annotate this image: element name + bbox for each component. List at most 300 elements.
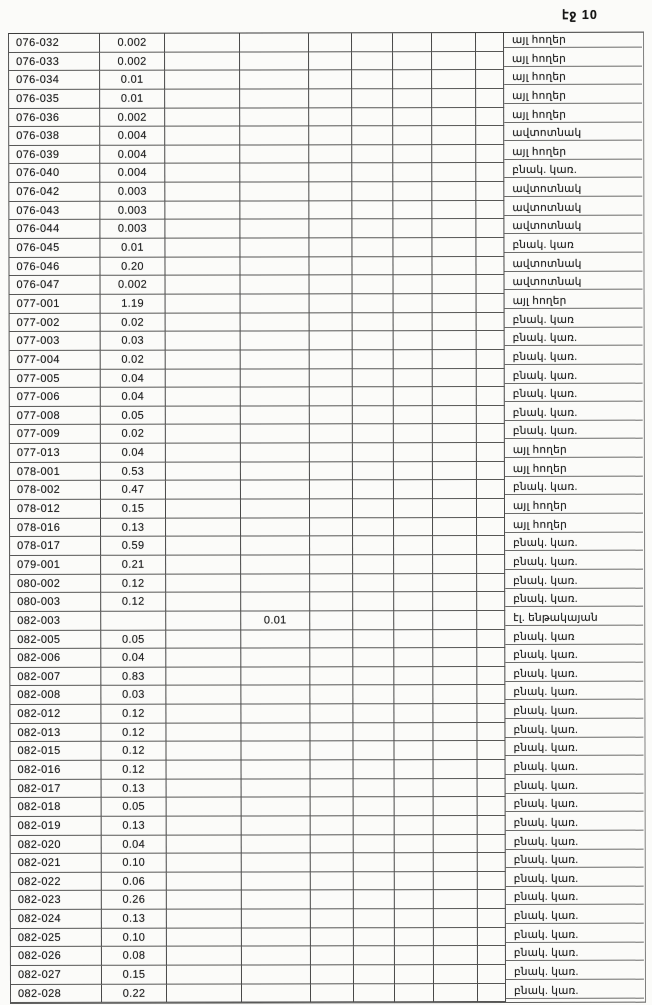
cell-secondary-area xyxy=(241,630,310,649)
cell-blank-6 xyxy=(477,667,505,686)
cell-blank-1 xyxy=(165,71,240,90)
cell-area-value: 0.003 xyxy=(100,220,165,239)
cell-blank-1 xyxy=(166,500,241,519)
cell-area-value: 0.20 xyxy=(100,257,165,276)
cell-blank-6 xyxy=(477,462,505,481)
cell-parcel-id: 076-036 xyxy=(9,108,100,127)
cell-blank-4 xyxy=(395,891,434,910)
land-use-label: այլ հողեր xyxy=(512,52,567,65)
cell-blank-5 xyxy=(432,89,476,108)
cell-parcel-id: 076-033 xyxy=(9,52,100,71)
table-row xyxy=(10,536,644,556)
cell-blank-4 xyxy=(394,275,433,294)
cell-area-value: 0.01 xyxy=(100,71,165,90)
cell-blank-6 xyxy=(478,797,506,816)
land-use-label: այլ հողեր xyxy=(513,518,567,531)
cell-blank-4 xyxy=(393,108,432,127)
land-use-label: ավտոտնակ xyxy=(512,276,582,289)
cell-secondary-area xyxy=(241,742,310,761)
cell-blank-5 xyxy=(432,52,476,71)
land-use-label: ավտոտնակ xyxy=(512,201,582,214)
cell-blank-1 xyxy=(166,462,241,481)
cell-land-use xyxy=(505,536,643,555)
cell-parcel-id: 076-044 xyxy=(9,220,100,239)
cell-blank-4 xyxy=(393,70,432,89)
cell-blank-3 xyxy=(353,313,394,332)
cell-blank-4 xyxy=(395,872,434,891)
cell-blank-1 xyxy=(166,742,241,761)
cell-blank-3 xyxy=(353,592,394,611)
cell-parcel-id: 082-006 xyxy=(10,649,101,668)
cell-blank-6 xyxy=(478,779,506,798)
cell-blank-4 xyxy=(395,835,434,854)
land-use-label: ավտոտնակ xyxy=(512,257,582,270)
cell-blank-5 xyxy=(433,741,477,760)
cell-secondary-area xyxy=(241,332,310,351)
cell-land-use xyxy=(504,107,642,126)
cell-blank-1 xyxy=(165,108,240,127)
cell-blank-4 xyxy=(394,536,433,555)
table-row xyxy=(10,387,644,407)
cell-secondary-area xyxy=(240,201,309,220)
cell-blank-5 xyxy=(433,369,477,388)
cell-blank-3 xyxy=(352,108,393,127)
cell-parcel-id: 082-013 xyxy=(10,724,101,743)
cell-blank-4 xyxy=(394,480,433,499)
cell-blank-1 xyxy=(166,593,241,612)
cell-blank-2 xyxy=(310,537,353,556)
cell-blank-1 xyxy=(166,555,241,574)
cell-blank-3 xyxy=(353,387,394,406)
cell-blank-6 xyxy=(477,592,505,611)
land-use-label: բնակ. կառ. xyxy=(513,965,579,978)
cell-blank-2 xyxy=(309,257,352,276)
cell-blank-2 xyxy=(310,406,353,425)
land-use-label: այլ հողեր xyxy=(512,33,566,46)
table-row xyxy=(11,890,645,910)
cell-blank-6 xyxy=(476,108,504,127)
cell-secondary-area xyxy=(241,499,310,518)
cell-blank-3 xyxy=(353,611,394,630)
cell-blank-3 xyxy=(354,760,395,779)
cell-blank-2 xyxy=(310,555,353,574)
cell-secondary-area xyxy=(240,89,309,108)
cell-blank-1 xyxy=(166,369,241,388)
land-use-label: այլ հողեր xyxy=(512,145,567,158)
cell-parcel-id: 082-023 xyxy=(11,891,102,910)
cell-blank-6 xyxy=(478,853,506,872)
cell-blank-6 xyxy=(478,984,506,1003)
cell-area-value: 0.12 xyxy=(101,742,166,761)
cell-parcel-id: 077-006 xyxy=(10,388,101,407)
cell-blank-3 xyxy=(353,630,394,649)
cell-blank-1 xyxy=(166,406,241,425)
cell-blank-1 xyxy=(165,239,240,258)
cell-blank-5 xyxy=(432,33,476,52)
cell-blank-2 xyxy=(309,108,352,127)
cell-blank-5 xyxy=(433,704,477,723)
cell-blank-4 xyxy=(393,220,432,239)
cell-blank-6 xyxy=(476,182,504,201)
cell-blank-6 xyxy=(477,443,505,462)
table-row xyxy=(9,200,643,220)
cell-parcel-id: 079-001 xyxy=(10,556,101,575)
land-use-label: բնակ. կառ. xyxy=(513,835,579,848)
land-use-label: այլ հողեր xyxy=(512,89,567,102)
cell-blank-4 xyxy=(395,984,434,1003)
cell-blank-6 xyxy=(478,946,506,965)
cell-area-value: 0.003 xyxy=(100,183,165,202)
table-row xyxy=(10,648,644,668)
cell-blank-6 xyxy=(477,406,505,425)
cell-blank-5 xyxy=(433,667,477,686)
cell-blank-3 xyxy=(353,481,394,500)
table-row xyxy=(10,722,644,742)
cell-parcel-id: 082-020 xyxy=(11,835,102,854)
cell-blank-4 xyxy=(394,741,433,760)
cell-secondary-area xyxy=(241,649,310,668)
cell-parcel-id: 082-018 xyxy=(11,798,102,817)
cell-blank-1 xyxy=(166,350,241,369)
cell-parcel-id: 082-017 xyxy=(11,779,102,798)
table-row xyxy=(10,592,644,612)
cell-blank-2 xyxy=(310,742,353,761)
cell-blank-1 xyxy=(167,891,242,910)
cell-blank-5 xyxy=(433,574,477,593)
cell-blank-3 xyxy=(353,369,394,388)
cell-blank-3 xyxy=(354,779,395,798)
table-row xyxy=(10,573,644,593)
land-use-label: բնակ. կառ. xyxy=(513,686,579,699)
cell-area-value: 0.01 xyxy=(100,239,165,258)
cell-blank-6 xyxy=(476,70,504,89)
cell-blank-4 xyxy=(394,406,433,425)
cell-land-use xyxy=(506,946,644,965)
cell-blank-2 xyxy=(311,779,354,798)
cell-blank-3 xyxy=(352,201,393,220)
cell-secondary-area xyxy=(241,462,310,481)
cell-area-value: 0.01 xyxy=(100,90,165,109)
cell-blank-4 xyxy=(395,760,434,779)
cell-area-value: 0.02 xyxy=(101,425,166,444)
land-use-label: բնակ. կառ. xyxy=(513,891,579,904)
cell-parcel-id: 076-045 xyxy=(9,239,100,258)
cell-blank-3 xyxy=(354,965,395,984)
cell-blank-5 xyxy=(433,350,477,369)
land-use-label: բնակ. կառ. xyxy=(512,350,578,363)
cell-blank-1 xyxy=(167,910,242,929)
cell-land-use xyxy=(506,965,644,984)
cell-blank-6 xyxy=(477,331,505,350)
cell-blank-4 xyxy=(394,574,433,593)
cell-blank-1 xyxy=(166,444,241,463)
cell-blank-2 xyxy=(310,667,353,686)
cell-blank-3 xyxy=(354,984,395,1003)
cell-land-use xyxy=(506,853,644,872)
cell-area-value: 0.04 xyxy=(101,369,166,388)
cell-parcel-id: 077-001 xyxy=(10,295,101,314)
cell-blank-1 xyxy=(166,723,241,742)
cell-blank-5 xyxy=(433,648,477,667)
cell-area-value: 0.83 xyxy=(101,667,166,686)
cell-parcel-id: 078-012 xyxy=(10,500,101,519)
cell-blank-6 xyxy=(477,536,505,555)
cell-blank-3 xyxy=(353,518,394,537)
cell-blank-6 xyxy=(477,648,505,667)
cell-parcel-id: 078-002 xyxy=(10,481,101,500)
cell-blank-5 xyxy=(434,928,478,947)
cell-blank-5 xyxy=(432,182,476,201)
table-row xyxy=(10,405,644,425)
cell-blank-2 xyxy=(310,332,353,351)
cell-land-use xyxy=(506,816,644,835)
cell-secondary-area xyxy=(240,108,309,127)
cell-blank-6 xyxy=(478,890,506,909)
cell-blank-2 xyxy=(310,686,353,705)
cell-blank-1 xyxy=(166,667,241,686)
cell-parcel-id: 077-002 xyxy=(10,313,101,332)
land-use-label: բնակ. կառ xyxy=(512,238,574,251)
cell-blank-3 xyxy=(354,909,395,928)
cell-blank-3 xyxy=(354,947,395,966)
cell-secondary-area xyxy=(240,127,309,146)
land-use-label: բնակ. կառ. xyxy=(513,574,578,587)
cell-blank-3 xyxy=(353,742,394,761)
cell-parcel-id: 076-039 xyxy=(9,146,100,165)
cell-blank-1 xyxy=(166,611,241,630)
cell-blank-5 xyxy=(434,760,478,779)
cell-blank-1 xyxy=(166,630,241,649)
cell-blank-4 xyxy=(395,779,434,798)
cell-blank-3 xyxy=(353,443,394,462)
cell-land-use xyxy=(505,461,643,480)
cell-secondary-area xyxy=(241,481,310,500)
cell-blank-5 xyxy=(433,294,477,313)
table-row xyxy=(10,480,644,500)
cell-blank-5 xyxy=(433,536,477,555)
cell-blank-2 xyxy=(311,984,354,1003)
cell-blank-6 xyxy=(476,238,504,257)
cell-parcel-id: 076-038 xyxy=(9,127,100,146)
cell-blank-6 xyxy=(478,760,506,779)
cell-blank-6 xyxy=(477,387,505,406)
land-use-label: բնակ. կառ. xyxy=(512,332,578,345)
cell-blank-4 xyxy=(394,555,433,574)
cell-secondary-area xyxy=(242,816,311,835)
cell-blank-1 xyxy=(167,760,242,779)
cell-land-use xyxy=(505,592,643,611)
cell-parcel-id: 077-008 xyxy=(10,407,101,426)
land-use-label: այլ հողեր xyxy=(512,499,567,512)
cell-blank-5 xyxy=(434,946,478,965)
cell-blank-2 xyxy=(310,387,353,406)
cell-parcel-id: 076-043 xyxy=(9,202,100,221)
cell-secondary-area xyxy=(241,406,310,425)
cell-parcel-id: 082-019 xyxy=(11,817,102,836)
cell-blank-2 xyxy=(311,835,354,854)
cell-blank-4 xyxy=(394,630,433,649)
cell-blank-5 xyxy=(433,723,477,742)
cell-blank-3 xyxy=(353,350,394,369)
table-row xyxy=(10,741,644,761)
cell-area-value: 0.02 xyxy=(101,313,166,332)
cell-parcel-id: 076-046 xyxy=(9,257,100,276)
cell-land-use xyxy=(504,238,642,257)
cell-blank-2 xyxy=(309,71,352,90)
cell-parcel-id: 076-035 xyxy=(9,90,100,109)
cell-parcel-id: 082-012 xyxy=(10,705,101,724)
table-row xyxy=(9,107,643,127)
cell-area-value: 0.12 xyxy=(101,593,166,612)
cell-blank-2 xyxy=(311,760,354,779)
table-row xyxy=(10,294,644,314)
cell-blank-3 xyxy=(353,499,394,518)
cell-land-use xyxy=(505,555,643,574)
cell-secondary-area xyxy=(240,71,309,90)
cell-blank-2 xyxy=(309,33,352,52)
cell-secondary-area xyxy=(241,686,310,705)
cell-blank-3 xyxy=(354,835,395,854)
table-row xyxy=(9,256,643,276)
cell-secondary-area xyxy=(241,425,310,444)
cell-area-value: 0.05 xyxy=(102,798,167,817)
cell-secondary-area xyxy=(242,779,311,798)
cell-area-value: 1.19 xyxy=(101,295,166,314)
table-row xyxy=(11,909,645,929)
land-use-label: բնակ. կառ xyxy=(513,630,575,643)
cell-blank-5 xyxy=(433,443,477,462)
table-row xyxy=(9,145,643,165)
table-row xyxy=(11,965,645,985)
cell-area-value: 0.04 xyxy=(101,388,166,407)
cell-secondary-area xyxy=(241,667,310,686)
cell-land-use xyxy=(505,722,643,741)
cell-blank-6 xyxy=(477,518,505,537)
cell-land-use xyxy=(505,480,643,499)
cell-blank-5 xyxy=(434,779,478,798)
cell-blank-6 xyxy=(478,928,506,947)
cell-blank-1 xyxy=(166,518,241,537)
cell-blank-4 xyxy=(394,369,433,388)
cell-land-use xyxy=(505,424,643,443)
cell-blank-3 xyxy=(352,145,393,164)
cell-blank-6 xyxy=(477,275,505,294)
cell-land-use xyxy=(506,834,644,853)
cell-blank-6 xyxy=(477,313,505,332)
cell-blank-4 xyxy=(394,313,433,332)
cell-blank-6 xyxy=(477,741,505,760)
cell-blank-6 xyxy=(477,611,505,630)
cell-blank-1 xyxy=(165,183,240,202)
cell-blank-1 xyxy=(167,854,242,873)
cell-parcel-id: 082-003 xyxy=(10,612,101,631)
cell-blank-5 xyxy=(434,890,478,909)
cell-blank-4 xyxy=(394,443,433,462)
cell-blank-2 xyxy=(311,891,354,910)
cell-blank-2 xyxy=(311,853,354,872)
cell-parcel-id: 080-003 xyxy=(10,593,101,612)
cell-blank-5 xyxy=(433,480,477,499)
table-row xyxy=(10,461,644,481)
cell-parcel-id: 082-015 xyxy=(10,742,101,761)
cell-blank-4 xyxy=(394,518,433,537)
cell-secondary-area xyxy=(242,965,311,984)
cell-blank-5 xyxy=(433,424,477,443)
table-row xyxy=(9,238,643,258)
cell-blank-1 xyxy=(165,52,240,71)
cell-secondary-area xyxy=(241,276,310,295)
table-row xyxy=(10,499,644,519)
cell-blank-3 xyxy=(352,164,393,183)
cell-blank-6 xyxy=(477,294,505,313)
cell-blank-6 xyxy=(478,965,506,984)
cell-area-value: 0.03 xyxy=(101,332,166,351)
cell-blank-4 xyxy=(394,462,433,481)
table-row xyxy=(10,424,644,444)
cell-secondary-area xyxy=(242,928,311,947)
cell-area-value: 0.04 xyxy=(101,444,166,463)
cell-blank-3 xyxy=(354,853,395,872)
cell-land-use xyxy=(505,629,643,648)
cell-blank-3 xyxy=(353,667,394,686)
cell-blank-6 xyxy=(476,89,504,108)
land-use-label: բնակ. կառ. xyxy=(512,164,577,177)
cell-blank-5 xyxy=(434,816,478,835)
table-row xyxy=(11,853,645,873)
cell-blank-4 xyxy=(394,350,433,369)
cell-blank-1 xyxy=(166,574,241,593)
cell-blank-5 xyxy=(432,238,476,257)
cell-blank-6 xyxy=(476,126,504,145)
cell-land-use xyxy=(504,219,642,238)
cell-area-value: 0.08 xyxy=(102,947,167,966)
land-use-label: այլ հողեր xyxy=(512,71,567,84)
cell-area-value: 0.004 xyxy=(100,146,165,165)
cell-parcel-id: 077-003 xyxy=(10,332,101,351)
cell-blank-5 xyxy=(434,965,478,984)
cell-blank-3 xyxy=(352,238,393,257)
cell-blank-1 xyxy=(166,686,241,705)
cell-blank-5 xyxy=(432,145,476,164)
cell-blank-5 xyxy=(434,909,478,928)
cell-blank-4 xyxy=(394,425,433,444)
cell-parcel-id: 076-040 xyxy=(9,164,100,183)
cell-secondary-area xyxy=(240,182,309,201)
cell-blank-4 xyxy=(395,816,434,835)
cell-blank-1 xyxy=(166,332,241,351)
cell-land-use xyxy=(505,611,643,630)
cell-blank-6 xyxy=(477,480,505,499)
cell-blank-6 xyxy=(476,33,504,52)
cell-blank-2 xyxy=(309,182,352,201)
cell-blank-2 xyxy=(309,89,352,108)
table-row xyxy=(9,33,643,53)
cell-secondary-area xyxy=(241,294,310,313)
cell-parcel-id: 078-001 xyxy=(10,463,101,482)
cell-land-use xyxy=(504,89,642,108)
cell-secondary-area xyxy=(241,537,310,556)
cell-blank-2 xyxy=(311,928,354,947)
cell-area-value: 0.13 xyxy=(102,910,167,929)
cell-blank-2 xyxy=(311,798,354,817)
cell-blank-1 xyxy=(167,984,242,1003)
land-use-label: բնակ. կառ. xyxy=(513,593,578,606)
cell-blank-5 xyxy=(433,313,477,332)
cell-land-use xyxy=(506,927,644,946)
cell-area-value: 0.002 xyxy=(100,34,165,53)
cell-blank-3 xyxy=(353,574,394,593)
cell-blank-3 xyxy=(353,536,394,555)
